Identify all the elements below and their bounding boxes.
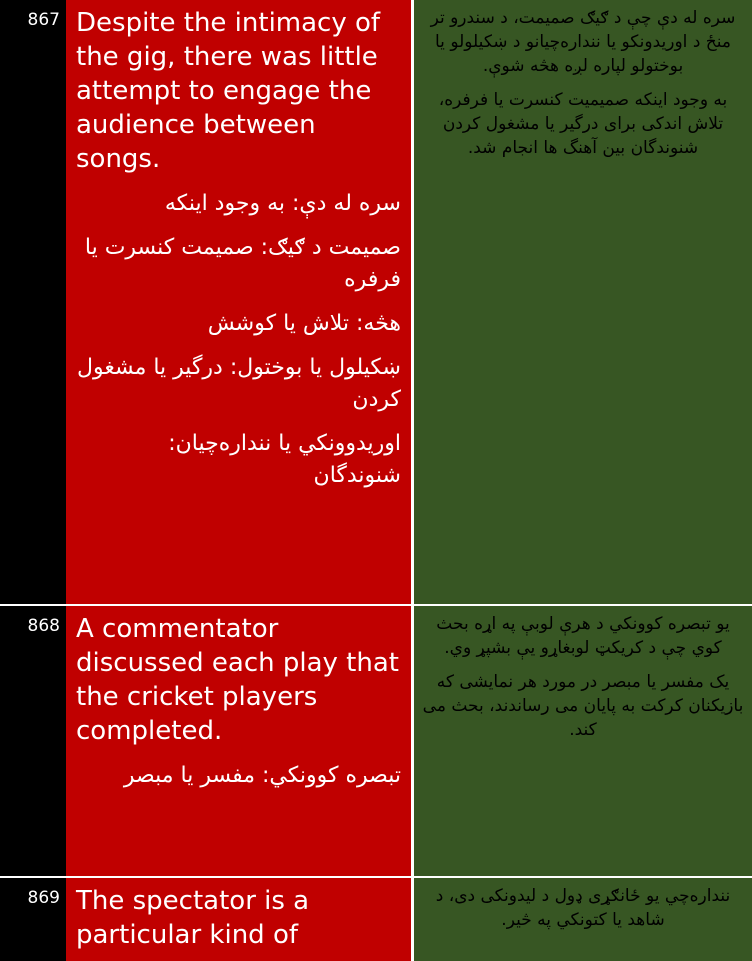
- gloss-line: تبصره كوونكي: مفسر يا مبصر: [123, 763, 401, 788]
- pashto-translation: ننداره‌چي يو ځانګړی ډول د ليدونکی دی، د شاهد يا کتونکي په څير.: [435, 886, 731, 930]
- gloss-line: اوريدوونكي يا ننداره‌چيان: شنوندگان: [168, 431, 401, 488]
- translation-cell: [414, 878, 752, 961]
- gloss-line: ښكيلول يا بوختول: درگير يا مشغول كردن: [76, 355, 401, 412]
- table-row: [0, 606, 752, 878]
- english-cell: [66, 0, 411, 604]
- translation-cell: [414, 0, 752, 604]
- gloss-line: هڅه: تلاش يا كوشش: [207, 311, 401, 336]
- pashto-translation: يو تبصره كوونكي د هرې لوبې په اړه بحث کوي چې د کريکټ لوبغاړو يې بشپړ وي.: [436, 614, 730, 658]
- farsi-translation: يک مفسر يا مبصر در مورد هر نمايشی که بازيکنان کرکت به پايان می رساندند، بحث می كند.: [422, 672, 744, 740]
- row-number: 868: [0, 606, 66, 876]
- english-cell: [66, 606, 411, 876]
- english-sentence: A commentator discussed each play that the cricket players completed.: [76, 614, 399, 746]
- translation-cell: [414, 606, 752, 876]
- row-number: 867: [0, 0, 66, 604]
- table-row: [0, 878, 752, 961]
- pashto-translation: سره له دې چې د ګيګ صميمت، د سندرو تر منځ د اوريدونکو يا ننداره‌چيانو د ښکيلولو يا بوختولو لپاره لږه هڅه شوې.: [430, 8, 736, 76]
- gloss-line: صميمت د ګيګ: صميمت كنسرت يا فرفره: [84, 235, 401, 292]
- english-cell: [66, 878, 411, 961]
- english-sentence: The spectator is a particular kind of: [76, 886, 310, 950]
- english-sentence: Despite the intimacy of the gig, there was little attempt to engage the audience between songs.: [76, 8, 381, 174]
- row-number: 869: [0, 878, 66, 961]
- gloss-line: سره له دې: به وجود اينكه: [164, 191, 401, 216]
- farsi-translation: به وجود اينكه صميميت كنسرت يا فرفره، تلاش اندكی برای درگير يا مشغول كردن شنوندگان بين آهنگ ها انجام شد.: [438, 90, 728, 158]
